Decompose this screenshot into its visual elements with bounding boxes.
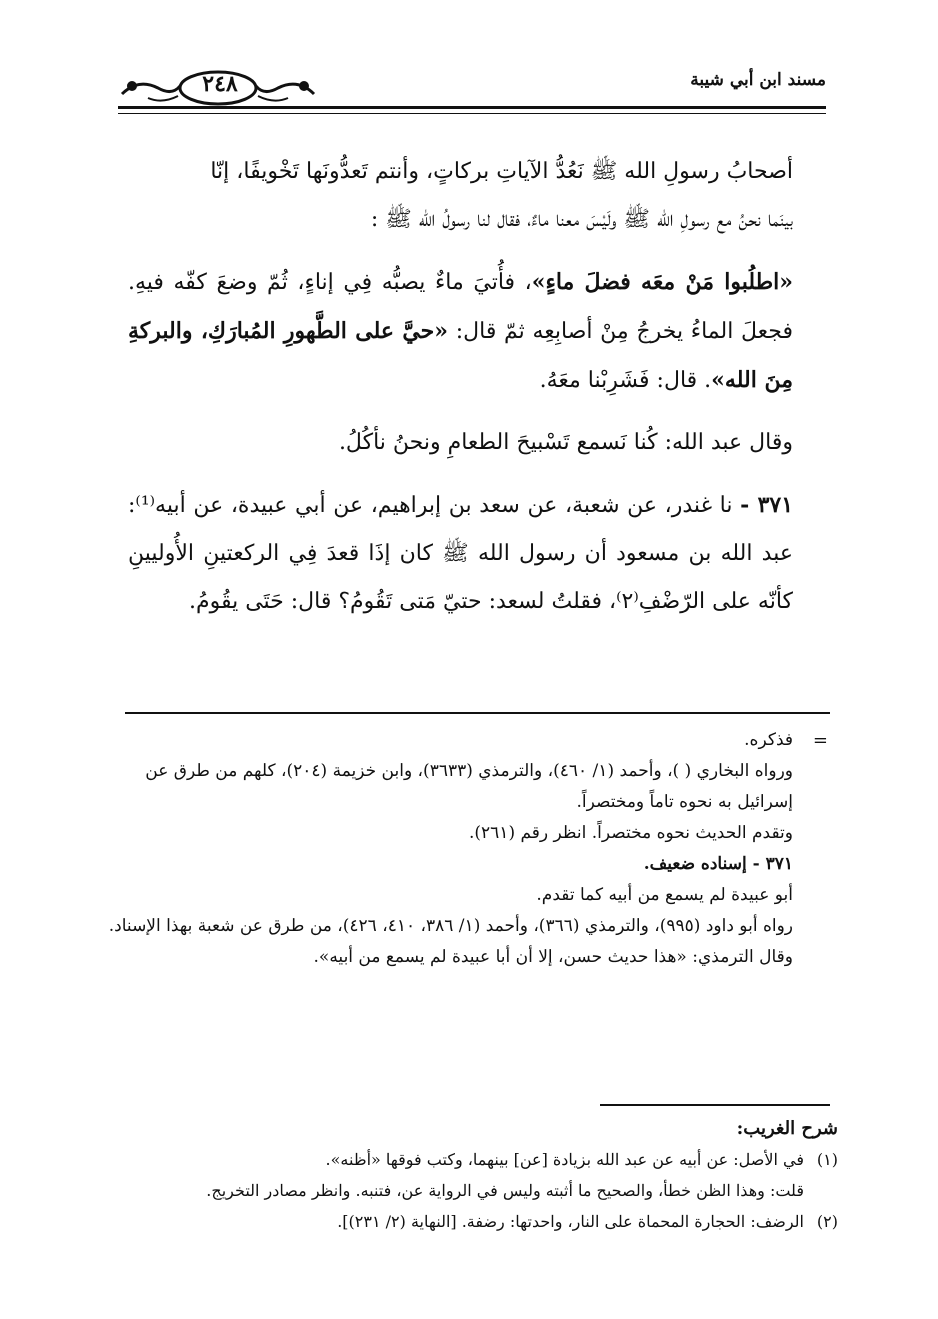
running-title: مسند ابن أبي شيبة — [690, 70, 826, 90]
paragraph — [128, 258, 793, 405]
gloss-item — [98, 1175, 838, 1206]
gloss-text: قلت: وهذا الظن خطأ، والصحيح ما أثبته وليس في الرواية عن، فتنبه. وانظر مصادر التخريج. — [206, 1181, 804, 1200]
note-line: أبو عبيدة لم يسمع من أبيه كما تقدم. — [536, 885, 793, 905]
header-rule — [118, 106, 826, 109]
hadith-number: ٣٧١ - — [740, 492, 794, 518]
header-rule-thin — [118, 113, 826, 114]
takhrij-notes — [103, 725, 828, 973]
hadith-text: نا غندر، عن شعبة، عن سعد بن إبراهيم، عن أبي عبيدة، عن أبيه⁽¹⁾: عبد الله بن مسعود أن رسول الله ﷺ كان إذَا قعدَ فِي الركعتينِ الأُوليينِ كأنّه على الرّضْفِ⁽٢⁾، فقلتُ لسعد: حتيّ مَتى تَقُومُ؟ قال: حَتَى يقُومُ. — [128, 493, 793, 614]
paragraph: وقال عبد الله: كُنا نَسمع تَسْبيحَ الطعامِ ونحنُ نأكُلُ. — [338, 430, 793, 455]
text-line: بينَما نحنُ مع رسولِ الله ﷺ ولَيْسَ معنا ماءٌ، فقال لنا رسولُ الله ﷺ : — [370, 207, 793, 232]
page-number: ٢٤٨ — [202, 71, 238, 97]
gloss-text: الرضف: الحجارة المحماة على النار، واحدتها: رضفة. [النهاية (٢/ ٢٣١)]. — [337, 1212, 804, 1231]
hadith-371 — [128, 481, 793, 626]
main-text — [128, 148, 793, 626]
note-line: وتقدم الحديث نحوه مختصراً. انظر رقم (٢٦١). — [468, 823, 793, 843]
gloss-section — [98, 1113, 838, 1237]
footnote-number: (٢) — [816, 1212, 838, 1231]
note-line: وقال الترمذي: «هذا حديث حسن، إلا أن أبا عبيدة لم يسمع من أبيه». — [313, 947, 793, 967]
note-heading: ٣٧١ - إسناده ضعيف. — [643, 854, 793, 874]
note-line: فذكره. — [744, 730, 793, 750]
note-line: رواه أبو داود (٩٩٥)، والترمذي (٣٦٦)، وأحمد (١/ ٣٨٦، ٤١٠، ٤٢٦)، من طرق عن شعبة بهذا الإسناد. — [108, 916, 793, 936]
footnote-rule — [125, 712, 830, 714]
narration-text: . قال: فَشَرِبْنا معَهُ. — [539, 368, 712, 393]
narration-text: ، فأُتيَ ماءٌ يصبُّه فِي إناءٍ، ثُمّ وضعَ كفّه فيهِ. فجعلَ الماءُ يخرجُ مِنْ أصابِعِه ثمّ قال: — [128, 270, 793, 344]
note-line: ورواه البخاري ( )، وأحمد (١/ ٤٦٠)، والترمذي (٣٦٣٣)، وابن خزيمة (٢٠٤)، كلهم من طرق عن إسرائيل به نحوه تاماً ومختصراً. — [145, 761, 793, 812]
gloss-item — [98, 1144, 838, 1175]
footnote-number: (١) — [816, 1150, 838, 1169]
continuation-mark: = — [812, 730, 828, 751]
gloss-heading: شرح الغريب: — [736, 1118, 838, 1139]
prophet-quote: «حيَّ على الطَّهورِ المُبارَكِ، والبركةِ مِنَ الله» — [128, 318, 793, 393]
gloss-item — [98, 1206, 838, 1237]
text-line: أصحابُ رسولِ الله ﷺ نَعُدُّ الآياتِ بركاتٍ، وأنتم تَعدُّونَها تَخْويفًا، إنّا — [210, 159, 793, 184]
prophet-quote: «اطلُبوا مَنْ معَه فضلَ ماءٍ» — [531, 269, 793, 295]
gloss-rule — [600, 1104, 830, 1106]
gloss-text: في الأصل: عن أبيه عن عبد الله بزيادة [عن] بينهما، وكتب فوقها «أظنه». — [325, 1150, 804, 1169]
page-header — [118, 58, 826, 120]
